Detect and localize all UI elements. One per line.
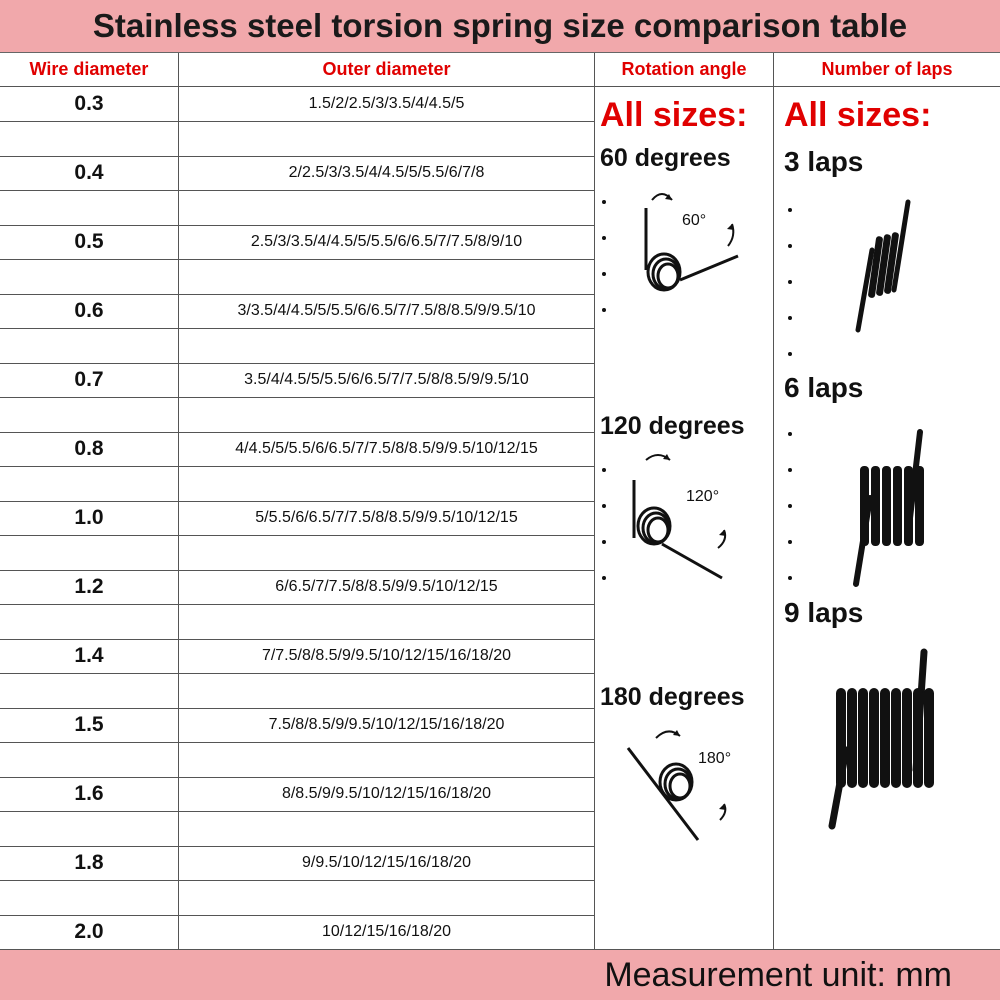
row-7-diameter: 1.2: [74, 575, 104, 598]
angle-180-text: 180°: [698, 750, 732, 767]
row-1-diameter: 0.4: [74, 161, 104, 184]
row-4-outer: 3.5/4/4.5/5/5.5/6/6.5/7/7.5/8/8.5/9/9.5/10: [244, 371, 529, 388]
row-11-diameter: 1.8: [74, 851, 104, 874]
row-2-diameter: 0.5: [74, 230, 104, 253]
row-5-diameter: 0.8: [74, 437, 104, 460]
page-title: Stainless steel torsion spring size comparison table: [92, 7, 908, 44]
row-6-diameter: 1.0: [74, 506, 104, 529]
row-7-outer: 6/6.5/7/7.5/8/8.5/9/9.5/10/12/15: [275, 578, 498, 595]
header-number-of-laps: Number of laps: [821, 59, 953, 79]
row-0-diameter: 0.3: [74, 92, 104, 115]
rotation-120-label: 120 degrees: [600, 412, 745, 440]
row-0-outer: 1.5/2/2.5/3/3.5/4/4.5/5: [308, 95, 465, 112]
row-3-outer: 3/3.5/4/4.5/5/5.5/6/6.5/7/7.5/8/8.5/9/9.5/10: [237, 302, 536, 319]
spring-60-degree-icon: [596, 180, 772, 320]
row-10-outer: 8/8.5/9/9.5/10/12/15/16/18/20: [281, 785, 492, 802]
row-1-outer: 2/2.5/3/3.5/4/4.5/5/5.5/6/7/8: [288, 164, 485, 181]
header-rotation-angle: Rotation angle: [621, 59, 747, 79]
row-4-diameter: 0.7: [74, 368, 104, 391]
spring-120-degree-icon: [596, 450, 772, 590]
row-9-diameter: 1.5: [74, 713, 104, 736]
row-11-outer: 9/9.5/10/12/15/16/18/20: [301, 854, 472, 871]
spring-9-laps-icon: [776, 640, 1000, 840]
row-8-outer: 7/7.5/8/8.5/9/9.5/10/12/15/16/18/20: [261, 647, 512, 664]
row-10-diameter: 1.6: [74, 782, 104, 805]
laps-9-label: 9 laps: [784, 597, 864, 628]
rotation-all-sizes: All sizes:: [600, 96, 748, 134]
laps-6-label: 6 laps: [784, 372, 864, 403]
header-outer-diameter: Outer diameter: [322, 59, 451, 79]
row-12-diameter: 2.0: [74, 920, 104, 943]
row-12-outer: 10/12/15/16/18/20: [321, 923, 451, 940]
rotation-180-label: 180 degrees: [600, 683, 745, 711]
rotation-60-label: 60 degrees: [600, 144, 731, 172]
row-5-outer: 4/4.5/5/5.5/6/6.5/7/7.5/8/8.5/9/9.5/10/12/15: [235, 440, 538, 457]
row-9-outer: 7.5/8/8.5/9/9.5/10/12/15/16/18/20: [268, 716, 505, 733]
row-6-outer: 5/5.5/6/6.5/7/7.5/8/8.5/9/9.5/10/12/15: [255, 509, 518, 526]
spring-180-degree-icon: [596, 718, 772, 848]
laps-3-label: 3 laps: [784, 146, 864, 177]
header-wire-diameter: Wire diameter: [29, 59, 149, 79]
spring-3-laps-icon: [776, 190, 1000, 370]
row-3-diameter: 0.6: [74, 299, 104, 322]
row-2-outer: 2.5/3/3.5/4/4.5/5/5.5/6/6.5/7/7.5/8/9/10: [250, 233, 523, 250]
row-8-diameter: 1.4: [74, 644, 104, 667]
spring-6-laps-icon: [776, 418, 1000, 598]
angle-120-text: 120°: [686, 488, 720, 505]
measurement-unit-note: Measurement unit: mm: [604, 956, 952, 994]
angle-60-text: 60°: [682, 212, 707, 229]
laps-all-sizes: All sizes:: [784, 96, 932, 134]
